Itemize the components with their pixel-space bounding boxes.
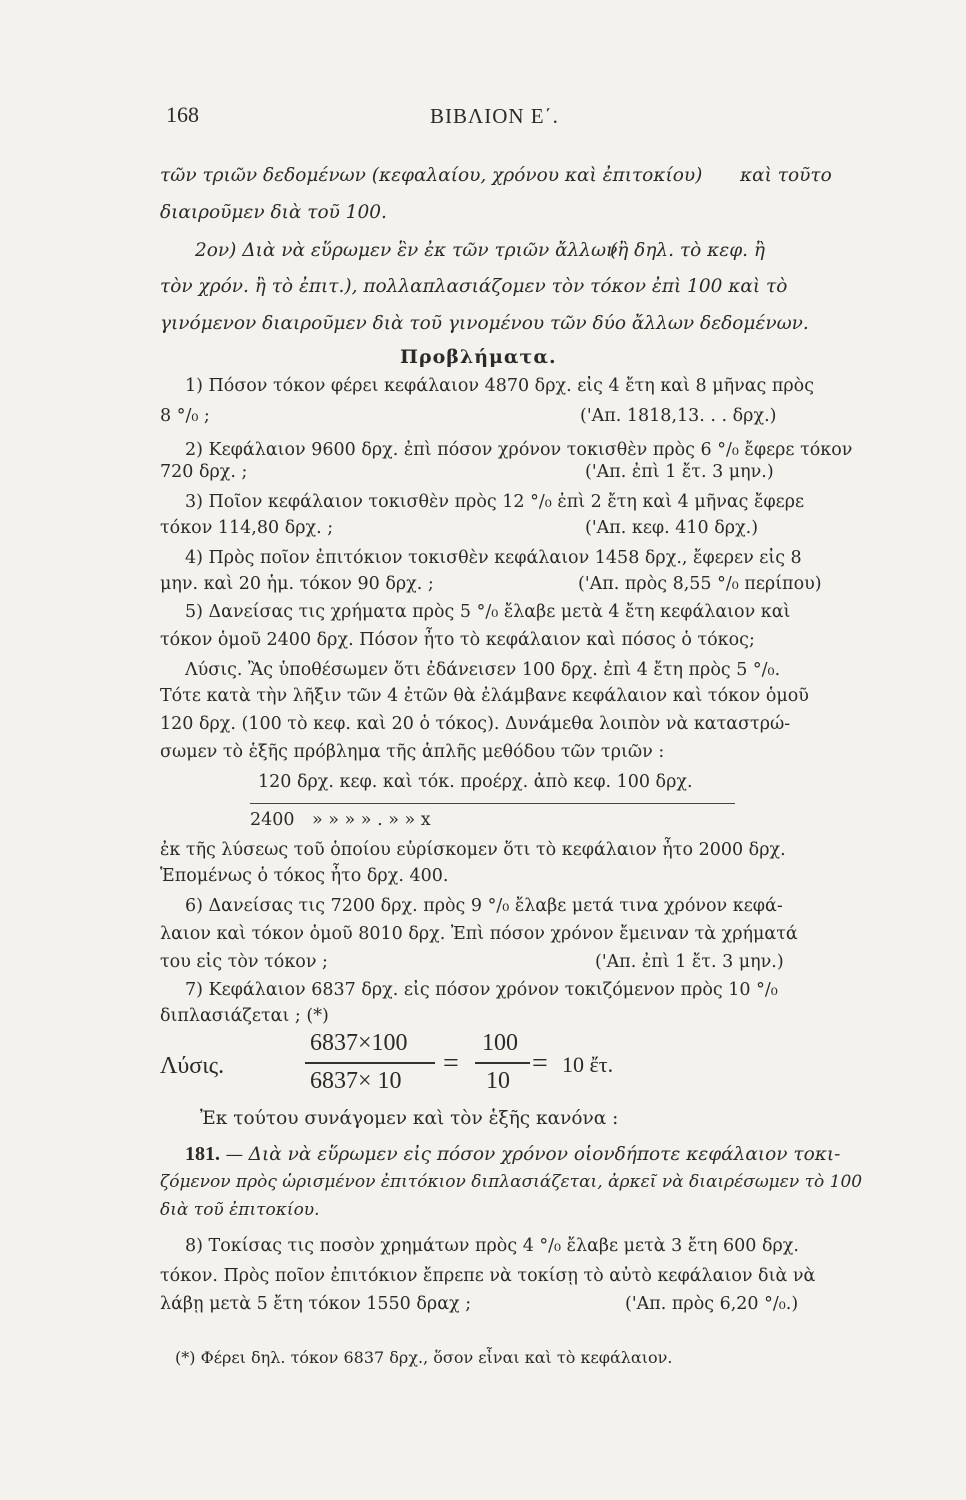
problem-1-line-2: 8 °/₀ ; ('Απ. 1818,13. . . δρχ.) [160, 406, 777, 426]
problem-5-line-1: 5) Δανείσας τις χρήματα πρὸς 5 °/₀ ἔλαβε μετὰ 4 ἔτη κεφάλαιον καὶ [185, 602, 791, 622]
problem-7-conclusion: Ἐκ τούτου συνάγομεν καὶ τὸν ἑξῆς κανόνα : [200, 1108, 619, 1129]
problem-6-answer: ('Απ. ἐπὶ 1 ἔτ. 3 μην.) [595, 952, 784, 972]
problem-2-answer: ('Απ. ἐπὶ 1 ἔτ. 3 μην.) [585, 462, 774, 482]
problem-1-answer: ('Απ. 1818,13. . . δρχ.) [580, 406, 777, 426]
solution-5-line-3: 120 δρχ. (100 τὸ κεφ. καὶ 20 ὁ τόκος). Δυνάμεθα λοιπὸν νὰ καταστρώ- [160, 714, 791, 734]
equals-sign-1: = [443, 1048, 459, 1079]
problem-8-line-3: λάβῃ μετὰ 5 ἔτη τόκον 1550 δραχ ; ('Απ. πρὸς 6,20 °/₀.) [160, 1294, 799, 1314]
problem-6-line-2: λαιον καὶ τόκον ὁμοῦ 8010 δρχ. Ἐπὶ πόσον χρόνον ἔμειναν τὰ χρήματά [160, 924, 798, 944]
fraction-1-denominator: 6837× 10 [310, 1068, 402, 1094]
solution-5-line-6: Ἑπομένως ὁ τόκος ἦτο δρχ. 400. [160, 866, 449, 886]
problem-5-line-2: τόκον ὁμοῦ 2400 δρχ. Πόσον ἦτο τὸ κεφάλαιον καὶ πόσος ὁ τόκος; [160, 630, 755, 650]
intro-line-4: τὸν χρόν. ἢ τὸ ἐπιτ.), πολλαπλασιάζομεν τὸν τόκον ἐπὶ 100 καὶ τὸ [160, 276, 788, 297]
problem-3-line-2: τόκον 114,80 δρχ. ; ('Απ. κεφ. 410 δρχ.) [160, 518, 759, 538]
lysis-label: Λύσις. [160, 1053, 225, 1079]
fraction-result: 10 ἔτ. [562, 1052, 614, 1077]
problem-6-line-3: του εἰς τὸν τόκον ; ('Απ. ἐπὶ 1 ἔτ. 3 μην.) [160, 952, 784, 972]
equals-sign-2: = [532, 1048, 548, 1079]
problem-4-line-1: 4) Πρὸς ποῖον ἐπιτόκιον τοκισθὲν κεφάλαιον 1458 δρχ., ἔφερεν εἰς 8 [185, 548, 802, 568]
problem-7-line-1: 7) Κεφάλαιον 6837 δρχ. εἰς πόσον χρόνον τοκιζόμενον πρὸς 10 °/₀ [185, 980, 778, 1000]
rule-181-line-3: διὰ τοῦ ἐπιτοκίου. [160, 1200, 320, 1220]
problem-3-line-1: 3) Ποῖον κεφάλαιον τοκισθὲν πρὸς 12 °/₀ ἐπὶ 2 ἔτη καὶ 4 μῆνας ἔφερε [185, 492, 805, 512]
fraction-2-numerator: 100 [482, 1030, 518, 1056]
problem-7-line-2: διπλασιάζεται ; (*) [160, 1006, 329, 1026]
solution-5-line-1: Λύσις. Ἂς ὑποθέσωμεν ὅτι ἐδάνεισεν 100 δρχ. ἐπὶ 4 ἔτη πρὸς 5 °/₀. [185, 660, 781, 680]
rule-of-three-divider [250, 803, 735, 804]
fraction-1-numerator: 6837×100 [310, 1030, 408, 1056]
problem-8-answer: ('Απ. πρὸς 6,20 °/₀.) [625, 1294, 799, 1314]
problem-6-line-1: 6) Δανείσας τις 7200 δρχ. πρὸς 9 °/₀ ἔλαβε μετά τινα χρόνον κεφά- [185, 896, 783, 916]
intro-line-5: γινόμενον διαιροῦμεν διὰ τοῦ γινομένου τῶν δύο ἄλλων δεδομένων. [160, 313, 809, 334]
section-number: 181. [185, 1143, 220, 1165]
problems-heading: Προβλήματα. [400, 346, 557, 368]
problem-3-answer: ('Απ. κεφ. 410 δρχ.) [585, 518, 759, 538]
running-title: ΒΙΒΛΙΟΝ Ε΄. [430, 104, 559, 128]
page-number: 168 [166, 102, 199, 127]
solution-5-line-2: Τότε κατὰ τὴν λῆξιν τῶν 4 ἐτῶν θὰ ἐλάμβανε κεφάλαιον καὶ τόκον ὁμοῦ [160, 686, 809, 706]
intro-line-2: διαιροῦμεν διὰ τοῦ 100. [160, 202, 387, 223]
rule-181-line-2: ζόμενον πρὸς ὡρισμένον ἐπιτόκιον διπλασιάζεται, ἀρκεῖ νὰ διαιρέσωμεν τὸ 100 [160, 1172, 863, 1192]
problem-4-answer: ('Απ. πρὸς 8,55 °/₀ περίπου) [578, 574, 822, 594]
fraction-2-denominator: 10 [486, 1068, 510, 1094]
fraction-2-bar [475, 1062, 530, 1064]
footnote: (*) Φέρει δηλ. τόκον 6837 δρχ., ὅσον εἶναι καὶ τὸ κεφάλαιον. [175, 1348, 673, 1367]
solution-5-line-4: σωμεν τὸ ἑξῆς πρόβλημα τῆς ἁπλῆς μεθόδου τῶν τριῶν : [160, 742, 665, 762]
rule-of-three-line-1: 120 δρχ. κεφ. καὶ τόκ. προέρχ. ἀπὸ κεφ. 100 δρχ. [258, 772, 693, 792]
problem-2-line-2: 720 δρχ. ; ('Απ. ἐπὶ 1 ἔτ. 3 μην.) [160, 462, 774, 482]
intro-line-1: τῶν τριῶν δεδομένων (κεφαλαίου, χρόνου καὶ ἐπιτοκίου) καὶ τοῦτο [160, 165, 832, 186]
intro-line-3: 2ον) Διὰ νὰ εὕρωμεν ἓν ἐκ τῶν τριῶν ἄλλων (ἢ δηλ. τὸ κεφ. ἢ [195, 240, 766, 261]
rule-181-line-1: 181. — Διὰ νὰ εὕρωμεν εἰς πόσον χρόνον οἱονδήποτε κεφάλαιον τοκι- [185, 1143, 841, 1165]
problem-8-line-1: 8) Τοκίσας τις ποσὸν χρημάτων πρὸς 4 °/₀ ἔλαβε μετὰ 3 ἔτη 600 δρχ. [185, 1236, 799, 1256]
page-header [160, 100, 818, 136]
problem-1-line-1: 1) Πόσον τόκον φέρει κεφάλαιον 4870 δρχ. εἰς 4 ἔτη καὶ 8 μῆνας πρὸς [185, 376, 815, 396]
problem-4-line-2: μην. καὶ 20 ἡμ. τόκον 90 δρχ. ; ('Απ. πρὸς 8,55 °/₀ περίπου) [160, 574, 822, 594]
rule-of-three-line-2: 2400 » » » » . » » x [250, 810, 431, 830]
problem-2-line-1: 2) Κεφάλαιον 9600 δρχ. ἐπὶ πόσον χρόνον τοκισθὲν πρὸς 6 °/₀ ἔφερε τόκον [185, 440, 853, 460]
fraction-1-bar [305, 1062, 435, 1064]
problem-8-line-2: τόκον. Πρὸς ποῖον ἐπιτόκιον ἔπρεπε νὰ τοκίσῃ τὸ αὐτὸ κεφάλαιον διὰ νὰ [160, 1266, 816, 1286]
solution-5-line-5: ἐκ τῆς λύσεως τοῦ ὁποίου εὑρίσκομεν ὅτι τὸ κεφάλαιον ἦτο 2000 δρχ. [160, 840, 786, 860]
